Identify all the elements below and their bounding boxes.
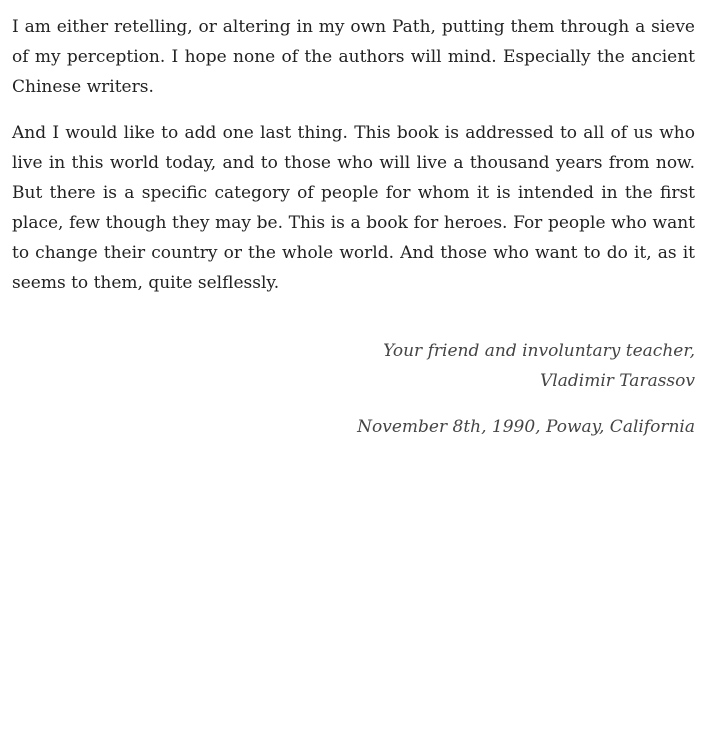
paragraph-heroes: And I would like to add one last thing. This book is addressed to all of us who live in this world today, and to those who will live a thousand years from now. But there is a specific category of people for whom it is intended in the first place, few though they may be. This is a book for heroes. For people who want to change their country or the whole world. And those who want to do it, as it seems to them, quite selflessly.	[12, 123, 695, 293]
date-place: November 8th, 1990, Poway, California	[357, 417, 695, 437]
signature-name: Vladimir Tarassov	[540, 371, 695, 391]
signature-closing: Your friend and involuntary teacher,	[383, 341, 695, 361]
book-page	[12, 12, 695, 442]
paragraph-perception: I am either retelling, or altering in my own Path, putting them through a sieve of my perception. I hope none of the authors will mind. Especially the ancient Chinese writers.	[12, 17, 695, 97]
signature-block	[12, 336, 695, 396]
